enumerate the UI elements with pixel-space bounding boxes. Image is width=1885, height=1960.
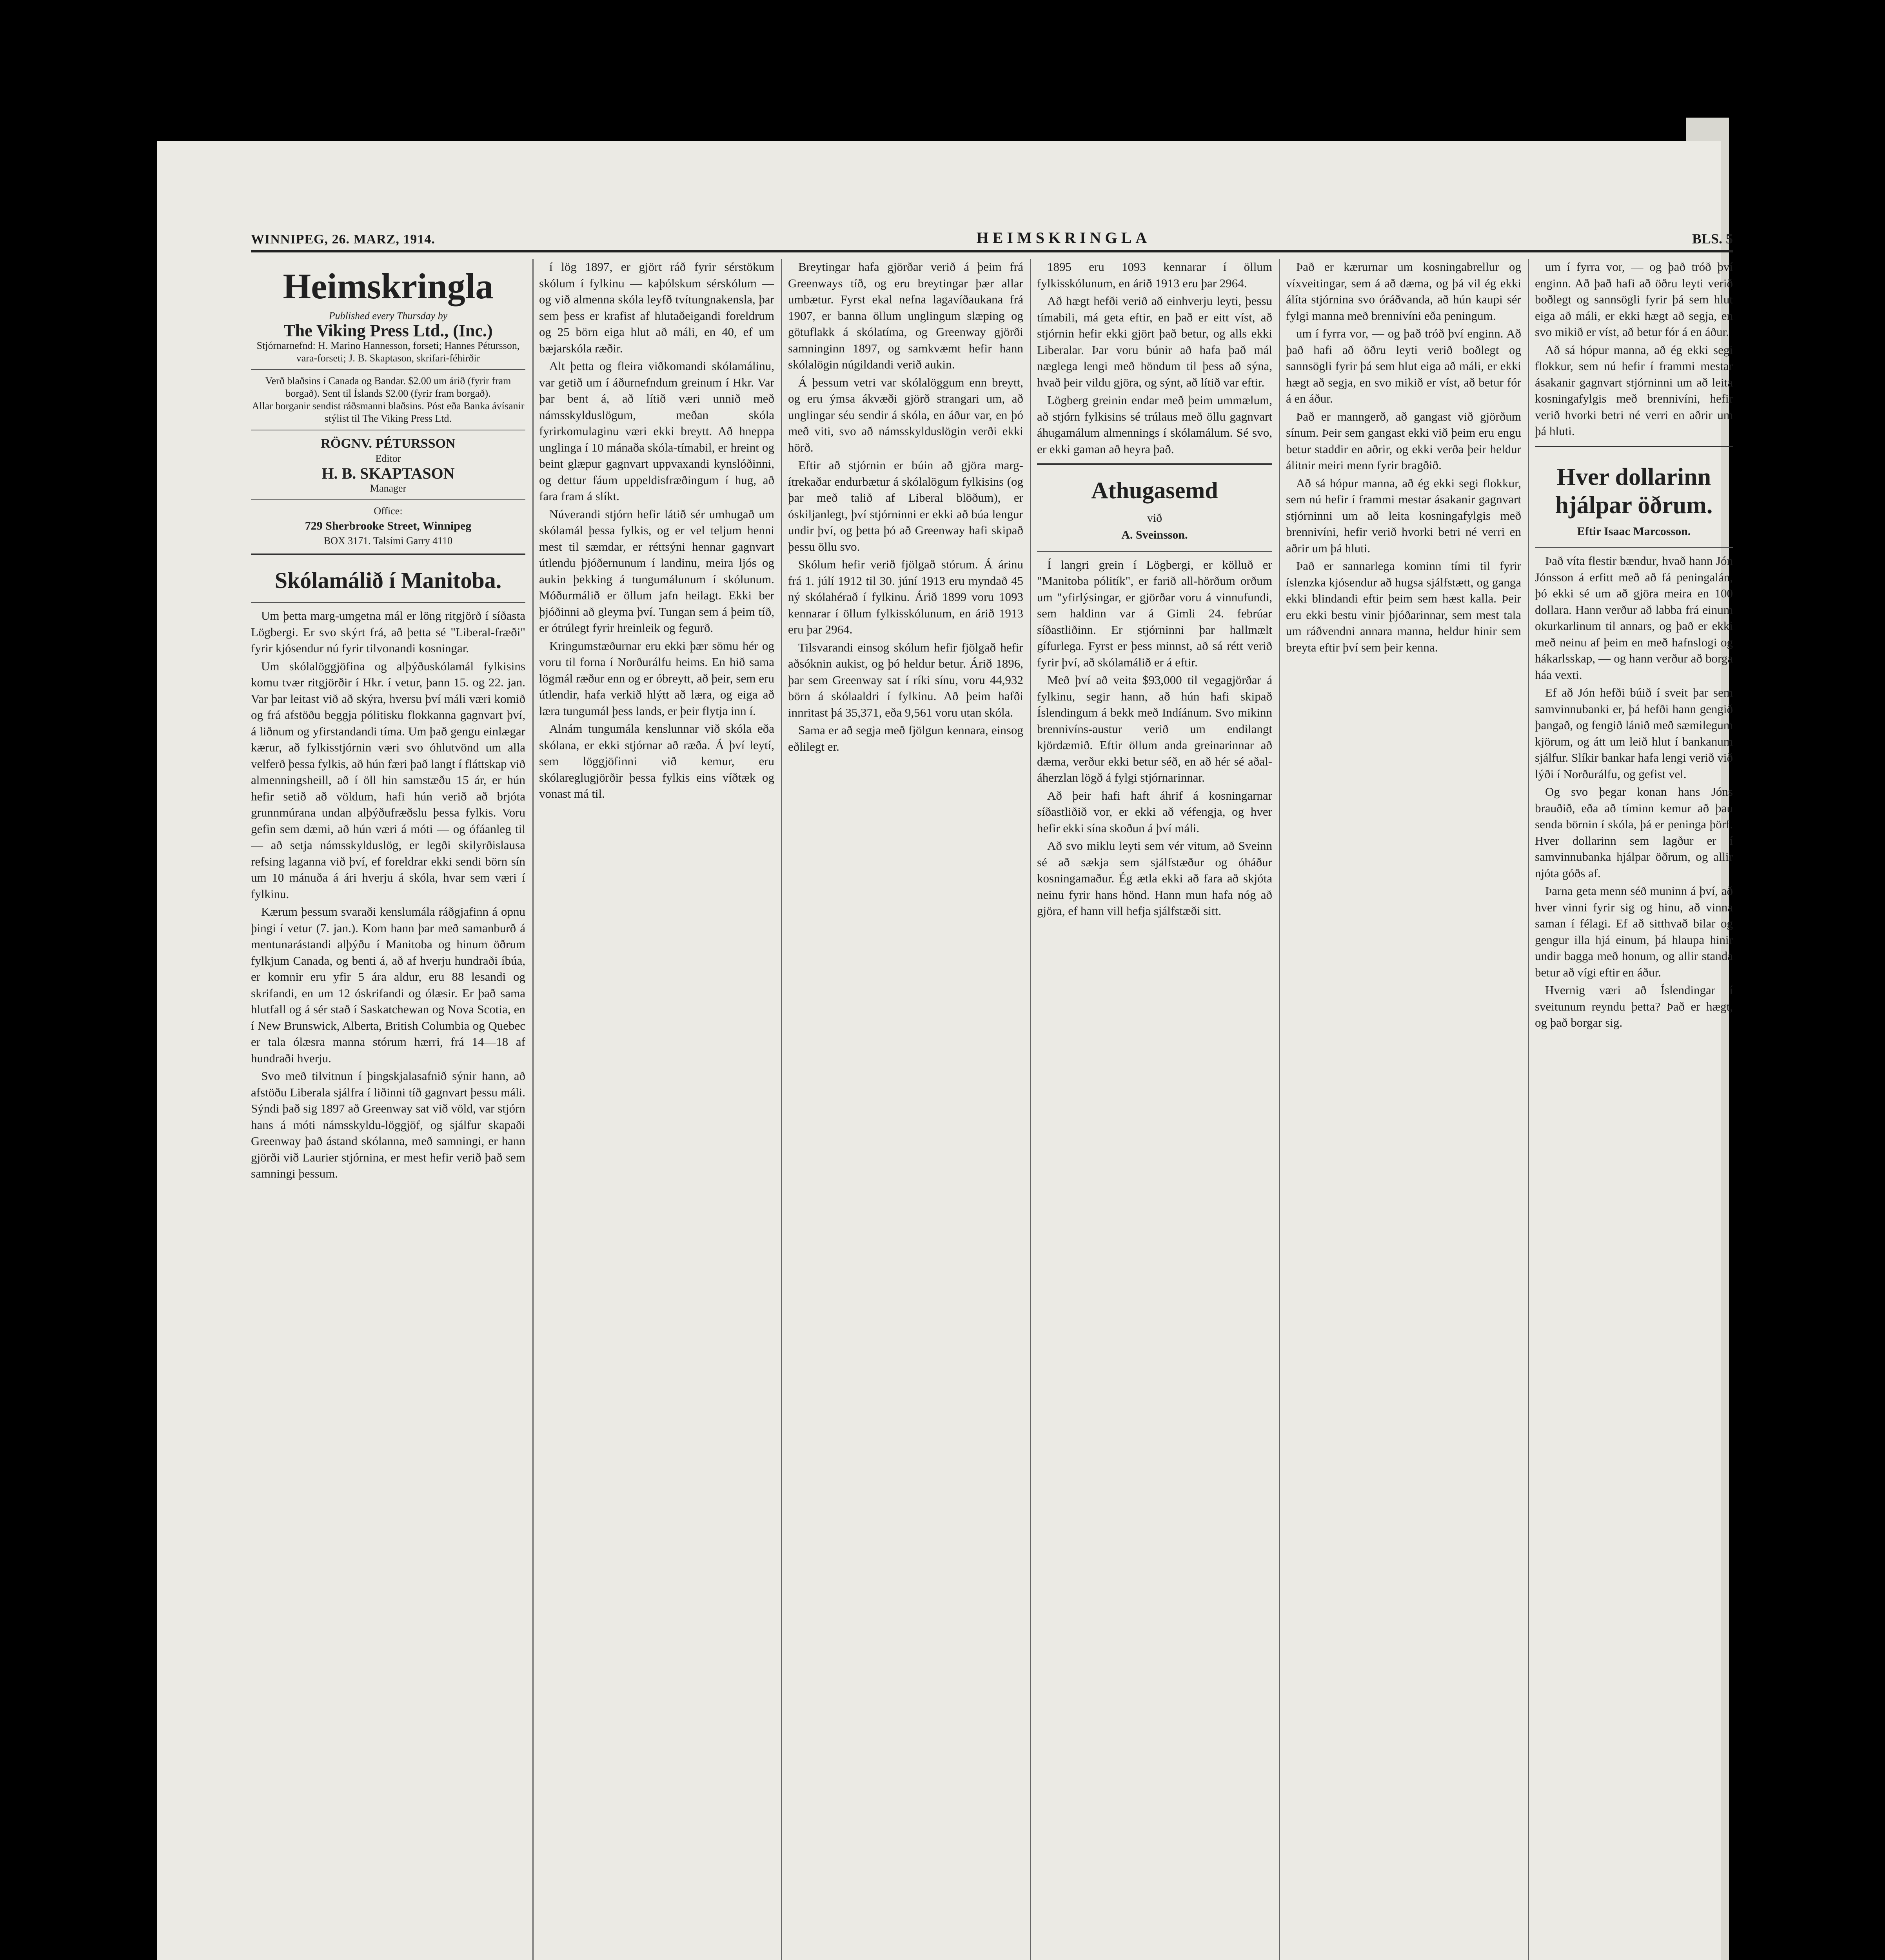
paragraph: Svo með tilvitnun í þingskjalasafnið sýnir hann, að afstöðu Liberala sjálfra í liðinni tíð gagnvart þessu máli. Sýndi það sig 1897 að Greenway sat við völd, var stjórn hans á móti námsskyldu-löggjöf, og sjálfur skapaði Greenway það ástand skólanna, með samningi, er hann gjörði við Laurier stjórnina, er mest hefir verið það sem samningi þessum. (251, 1069, 525, 1180)
paragraph: Lögberg greinin endar með þeim ummælum, að stjórn fylkisins sé trúlaus með öllu gagnvart áhugamálum almennings í skólamálum. Sé svo, er ekki gaman að heyra það. (1037, 393, 1272, 456)
editor-name: RÖGNV. PÉTURSSON (321, 436, 456, 451)
column-divider (781, 259, 782, 1960)
office-box: BOX 3171. Talsími Garry 4110 (323, 535, 453, 546)
column-2 (539, 259, 774, 1960)
paragraph: Það er kærurnar um kosningabrellur og víxveitingar, sem á að dæma, og þá vil ég ekki álíta stjórnina svo óráðvanda, að hún kaupi sér fylgi manna með brennivíni eða peningum. (1286, 260, 1521, 323)
header-rule (251, 250, 1733, 252)
paragraph: Alt þetta og fleira viðkomandi skólamálinu, var getið um í áðurnefndum greinum í Hkr. Var þar bent á, að lítið væri unnið með námsskylduslögum, meðan skóla fyrirkomulaginu væri ekki breytt. Að hneppa unglinga í 10 mánaða skóla-tímabil, er hreint og beint glæpur gagnvart uppvaxandi kynslóðinni, og dettur fáum uppeldisfræðingum í hug, að fara fram á slíkt. (539, 359, 774, 503)
paragraph: Skólum hefir verið fjölgað stórum. Á árinu frá 1. júlí 1912 til 30. júní 1913 eru myndað 45 ný skólahérað í fylkinu. Árið 1899 voru 1093 kennarar í öllum fylkisskólunum, en árið 1913 eru þar 2964. (788, 557, 1023, 636)
paragraph: Að hægt hefði verið að einhverju leyti, þessu tímabili, má geta eftir, en það er eitt víst, að stjórnin hefir ekki gjört það betur, og alls ekki Liberalar. Þar voru búnir að hafa það mál næglega lengi með höndum til þess að sýna, hvað þeir vildu gjöra, og sýnt, að lítið var eftir. (1037, 294, 1272, 389)
column-6 (1535, 259, 1733, 1960)
divider (251, 369, 525, 370)
column-1 (251, 259, 525, 1960)
paragraph: Kærum þessum svaraði kenslumála ráðgjafinn á opnu þingi í vetur (7. jan.). Kom hann þar með samanburð á mentunarástandi alþýðu í Manitoba og hinum öðrum fylkjum Canada, og benti á, að af hverju hundraði íbúa, er komnir eru yfir 5 ára aldur, eru 88 lesandi og skrifandi, en um 12 óskrifandi og ólæsir. Er það sama hlutfall og á sér stað í Saskatchewan og Nova Scotia, en í New Brunswick, Alberta, British Columbia og Quebec er tala ólæsra manna stórum hærri, frá 14—18 af hundraði hverju. (251, 905, 525, 1065)
article-2-author: A. Sveinsson. (1121, 528, 1188, 541)
masthead-price: Verð blaðsins í Canada og Bandar. $2.00 um árið (fyrir fram borgað). Sent til Íslands $2.00 (fyrir fram borgað). (265, 375, 511, 399)
article-3-title: Hver dollarinn hjálpar öðrum. (1555, 463, 1713, 519)
paragraph: Þarna geta menn séð muninn á því, að hver vinni fyrir sig og hinu, að vinna saman í félagi. Ef að sitthvað bilar og gengur illa hjá einum, þá hlaupa hinir undir bagga með honum, og allir standa betur að vígi eftir en áður. (1535, 884, 1733, 979)
office-label: Office: (374, 505, 403, 517)
masthead-remit: Allar borganir sendist ráðsmanni blaðsins. Póst eða Banka ávísanir stýlist til The Viking Press Ltd. (252, 400, 525, 424)
paragraph: Það er sannarlega kominn tími til fyrir íslenzka kjósendur að hugsa sjálfstætt, og ganga ekki blindandi eftir þeim sem hæst kalla. Þeir eru ekki bestu vinir þjóðarinnar, sem mest tala um ráðvendni annara manna, heldur hinir sem breyta eftir því sem þeir kenna. (1286, 559, 1521, 654)
manager-role: Manager (370, 483, 407, 494)
masthead-owners: Stjórnarnefnd: H. Marino Hannesson, forseti; Hannes Pétursson, vara-forseti; J. B. Skaptason, skrifari-féhirðir (256, 340, 520, 364)
divider (1037, 551, 1272, 552)
header-date: WINNIPEG, 26. MARZ, 1914. (251, 232, 435, 247)
masthead-title: Heimskringla (283, 266, 494, 306)
article-1-title: Skólamálið í Manitoba. (274, 568, 502, 593)
paragraph: Það víta flestir bændur, hvað hann Jón Jónsson á erfitt með að fá peningalán, þó ekki sé um að gjöra meira en 100 dollara. Hann verður að labba frá einum okurkarlinum til annars, og það er ekki með neinu af þeim en með hafnslogi og hákarlsskap, — og hann verður að borga háa vexti. (1535, 554, 1733, 682)
paragraph: Eftir að stjórnin er búin að gjöra marg-ítrekaðar endurbætur á skólalögum fylkisins (og þar með talið af Liberal blöðum), er óskiljanlegt, því stjórninni er ekki að búa lengur undir því, og þetta þó að Greenway hafi skipað þessu öllu svo. (788, 458, 1023, 554)
paragraph: Hvernig væri að Íslendingar í sveitunum reyndu þetta? Það er hægt, og það borgar sig. (1535, 983, 1733, 1029)
paragraph: Að svo miklu leyti sem vér vitum, að Sveinn sé að sækja sem sjálfstæður og óháður kosningamaður. Ég ætla ekki að fara að skjóta neinu fyrir hans hönd. Hann mun hafa nóg að gjöra, ef hann vill hefja sjálfstæði sitt. (1037, 839, 1272, 918)
paragraph: Það er manngerð, að gangast við gjörðum sínum. Þeir sem gangast ekki við þeim eru engu betur staddir en aðrir, og ekki verða þeir heldur álitnir meiri menn fyrir bragðið. (1286, 409, 1521, 472)
paragraph: Breytingar hafa gjörðar verið á þeim frá Greenways tíð, og eru breytingar þær allar umbætur. Fyrst ekal nefna lagavíðaukana frá 1907, er banna öllum unglingum slæping og götuflakk á skólatíma, og Greenway gjörði samninginn 1897, og samkvæmt hefir hann skólalögin núgildandi verið aukin. (788, 260, 1023, 371)
paragraph: Sama er að segja með fjölgun kennara, einsog eðlilegt er. (788, 723, 1023, 753)
paragraph: Að sá hópur manna, að ég ekki segi flokkur, sem nú hefir í frammi mestar ásakanir gagnvart stjórninni um að leita kosningafylgis með brennivíni, hefir verið hvorki betri né verri en aðrir um þá hluti. (1535, 343, 1733, 438)
article-divider (1037, 463, 1272, 465)
paragraph: Núverandi stjórn hefir látið sér umhugað um skólamál þessa fylkis, og er vel teljum henni mest til sæmdar, er réttsýni hennar gagnvart útlendu þjóðernunum í landinu, meira ljós og aukin þekking á tungumálunum í skólunum. Móðurmálið er öllum jafn heilagt. Ekki ber þjóðinni að gleyma því. Tungan sem á þeim tíð, er ótrúlegt fyrir hreinleik og fegurð. (539, 507, 774, 635)
paragraph: Að þeir hafi haft áhrif á kosningarnar síðastliðið vor, er ekki að véfengja, og hver hefir ekki sína skoðun á því máli. (1037, 788, 1272, 835)
article-2-prefix: við (1147, 512, 1162, 524)
column-divider (1030, 259, 1031, 1960)
divider (1535, 547, 1733, 548)
paragraph: Á þessum vetri var skólalöggum enn breytt, og eru ýmsa ákvæði gjörð strangari um, að unglingar séu sendir á skóla, en áður var, en þó með viti, svo að námsskylduslögin verði ekki hörð. (788, 375, 1023, 454)
divider (251, 499, 525, 500)
column-divider (532, 259, 534, 1960)
masthead-bottom-rule (251, 554, 525, 555)
article-3-author: Eftir Isaac Marcosson. (1577, 524, 1691, 538)
paragraph: Um skólalöggjöfina og alþýðuskólamál fylkisins komu tvær ritgjörðir í Hkr. í vetur, þann 15. og 22. jan. Var þar leitast við að skýra, hversu því máli væri komið og frá afstöðu beggja pólitisku flokkanna gagnvart því, á liðnum og yfirstandandi tíma. Um það gengu einlægar kærur, að fylkisstjórnin væri svo óhlutvönd um alla velferð þessa fylkis, að hún færi það langt í fláttskap við almenningsheill, að í öll hin samstæðu 15 ár, er hún hefir setið að völdum, hafi hún verið að brjóta grunnmúrana undan alþýðufræðslu þessa fylkis. Voru gefin sem dæmi, að hún væri á móti — og ófáanleg til — að setja námsskylduslög, er legði skilyrðislausa refsing laganna við því, ef foreldrar ekki sendi börn sín um 10 mánuða á ári hverju á skóla, hvar sem væri í fylkinu. (251, 659, 525, 901)
article-2-title: Athugasemd (1091, 477, 1218, 503)
paragraph: Í langri grein í Lögbergi, er kölluð er "Manitoba pólitík", er farið all-hörðum orðum um "yfirlýsingar, er gjörðar voru á vinnufundi, sem haldinn var á Gimli 24. febrúar síðastliðinn. Er stjórninni þar hallmælt gífurlega. Fyrst er þess minnst, að sá rétt verið fyrir því, að skólamálið er á eftir. (1037, 557, 1272, 669)
paragraph: Ef að Jón hefði búið í sveit þar sem samvinnubanki er, þá hefði hann gengið þangað, og fengið lánið með sæmilegum kjörum, og átt um leið hlut í bankanum sjálfur. Slíkir bankar hafa lengi verið við lýði í Norðurálfu, og gefist vel. (1535, 686, 1733, 781)
header-page-number: BLS. 5 (1692, 231, 1733, 247)
masthead-published: Published every Thursday by (329, 310, 448, 321)
paragraph: Og svo þegar konan hans Jóns brauðið, eða að tíminn kemur að þau senda börnin í skóla, þá er peninga þörf. Hver dollarinn sem lagður er í samvinnubanka hjálpar öðrum, og allir njóta góðs af. (1535, 785, 1733, 880)
article-divider (1535, 446, 1733, 447)
paragraph: Kringumstæðurnar eru ekki þær sömu hér og voru til forna í Norðurálfu heims. En hið sama lögmál ræður enn og er óbreytt, að þeir, sem eru útlendir, hafa verkið hlýtt að læra, og eiga að læra tungumál þess lands, er þeir flytja inn í. (539, 639, 774, 718)
header-title: HEIMSKRINGLA (976, 229, 1151, 247)
column-5 (1286, 259, 1521, 1960)
paragraph: Um þetta marg-umgetna mál er löng ritgjörð í síðasta Lögbergi. Er svo skýrt frá, að þetta sé "Liberal-fræði" fyrir kjósendur nú fyrir tilvonandi kosningar. (251, 609, 525, 655)
paragraph: Að sá hópur manna, að ég ekki segi flokkur, sem nú hefir í frammi mestar ásakanir gagnvart stjórninni um að leita kosningafylgis með brennivíni, hefir verið hvorki betri né verri en aðrir um þá hluti. (1286, 476, 1521, 555)
divider (251, 602, 525, 603)
column-divider (1528, 259, 1529, 1960)
office-address: 729 Sherbrooke Street, Winnipeg (305, 519, 472, 532)
page-header (251, 208, 1733, 247)
paragraph: um í fyrra vor, — og það tróð því enginn. Að það hafi að öðru leyti verið boðlegt og sannsögli fyrir þá sem hlut eiga að máli, er ekki hægt að segja, en svo mikið er víst, að betur fór á en áður. (1286, 327, 1521, 405)
column-divider (1279, 259, 1280, 1960)
newspaper-page (157, 141, 1733, 1960)
editor-role: Editor (375, 453, 401, 464)
paragraph: Alnám tungumála kenslunnar við skóla eða skólana, er ekki stjórnar að ræða. Á því leytí, sem löggjöfinni við kemur, eru skólareglugjörðir þessa fylkis eins víðtæk og vonast má til. (539, 722, 774, 800)
paragraph: 1895 eru 1093 kennarar í öllum fylkisskólunum, en árið 1913 eru þar 2964. (1037, 260, 1272, 290)
paragraph: í lög 1897, er gjört ráð fyrir sérstökum skólum í fylkinu — kaþólskum sérskólum — og við almenna skóla leyfð tvítungnakensla, þar sem þess er krafist af hlutaðeigandi foreldrum og 25 börn eiga hlut að máli, en 40, ef um bæjarskóla ræðir. (539, 260, 774, 355)
column-4 (1037, 259, 1272, 1960)
paragraph: Tilsvarandi einsog skólum hefir fjölgað hefir aðsóknin aukist, og þó heldur betur. Árið 1896, þar sem Greenway sat í ríki sínu, voru 44,932 börn á skólaaldri í fylkinu. Að þeim hafði innritast þá 35,371, eða 9,561 voru utan skóla. (788, 640, 1023, 719)
manager-name: H. B. SKAPTASON (321, 465, 455, 482)
masthead-company: The Viking Press Ltd., (Inc.) (283, 321, 493, 340)
paragraph: um í fyrra vor, — og það tróð því enginn. Að það hafi að öðru leyti verið boðlegt og sannsögli fyrir þá sem hlut eiga að máli, er ekki hægt að segja, en svo mikið er víst, að betur fór á en áður. (1535, 260, 1733, 339)
column-3 (788, 259, 1023, 1960)
paragraph: Með því að veita $93,000 til vegagjörðar á fylkinu, segir hann, að hún hafi skipað Íslendingum á bekk með Indíánum. Svo mikinn brennivíns-austur verið um endilangt kjördæmið. Eftir öllum anda greinarinnar að dæma, verður ekki betur séð, en að hér sé aðal-áherzlan lögð á fylgi stjórnarinnar. (1037, 673, 1272, 784)
